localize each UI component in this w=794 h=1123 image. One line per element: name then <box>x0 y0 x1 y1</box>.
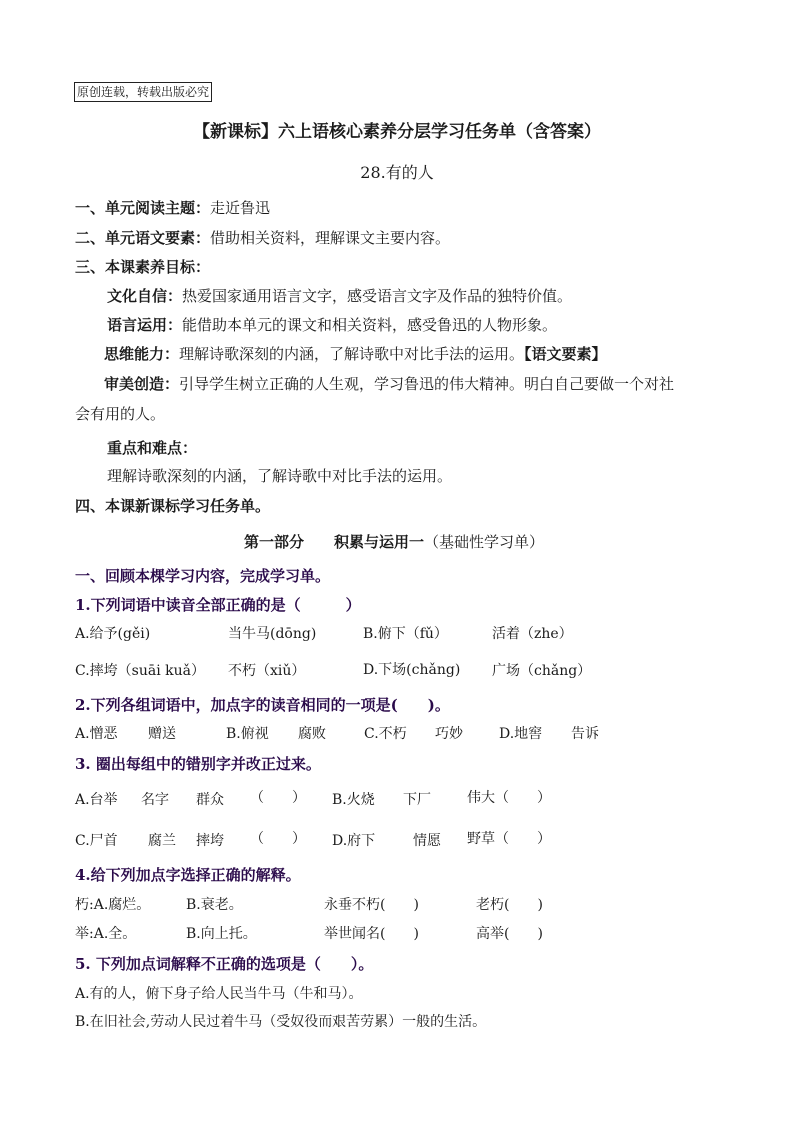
part-note: （基础性学习单） <box>424 533 545 551</box>
q2-option[interactable]: B.俯视 <box>226 726 269 742</box>
q1-option: 当牛马(dōng) <box>228 626 317 642</box>
q1-option: 不朽（xiǔ） <box>228 663 306 679</box>
key-points-text: 理解诗歌深刻的内涵，了解诗歌中对比手法的运用。 <box>107 467 453 485</box>
goal-culture-value: 热爱国家通用语言文字，感受语言文字及作品的独特价值。 <box>182 287 573 305</box>
part-name: 积累与运用一 <box>334 533 425 551</box>
q3-item: B.火烧 <box>332 792 375 808</box>
unit-elements-value: 借助相关资料，理解课文主要内容。 <box>210 229 451 247</box>
q5-option[interactable]: A.有的人，俯下身子给人民当牛马（牛和马）。 <box>75 986 363 1002</box>
q2-stem: 2.下列各组词语中，加点字的读音相同的一项是( )。 <box>75 696 450 714</box>
q3-item-with-blank[interactable]: 野草（ ） <box>467 831 551 847</box>
task-instruction: 一、回顾本棵学习内容，完成学习单。 <box>75 567 331 585</box>
q3-answer-blank[interactable]: （ ） <box>250 831 306 847</box>
q4-item-with-blank[interactable]: 老朽( ) <box>476 897 543 913</box>
goal-aesthetic <box>104 374 674 394</box>
q2-option: 腐败 <box>298 726 326 742</box>
q2-option: 赠送 <box>148 726 176 742</box>
q2-option: 告诉 <box>571 726 599 742</box>
q3-item: 情愿 <box>413 833 441 849</box>
goal-language-value: 能借助本单元的课文和相关资料，感受鲁迅的人物形象。 <box>182 316 558 334</box>
goal-culture <box>107 286 572 306</box>
goal-aesthetic-label: 审美创造： <box>104 375 180 393</box>
part-number: 第一部分 <box>244 533 305 551</box>
goal-language <box>107 315 557 335</box>
q5-option[interactable]: B.在旧社会,劳动人民过着牛马（受奴役而艰苦劳累）一般的生活。 <box>75 1014 487 1030</box>
q2-option[interactable]: D.地窖 <box>499 726 543 742</box>
unit-elements-label: 二、单元语文要素： <box>75 229 211 247</box>
q1-option[interactable]: D.下场(chǎng) <box>363 662 461 678</box>
q1-option: 广场（chǎng） <box>492 663 592 679</box>
q3-stem: 3. 圈出每组中的错别字并改正过来。 <box>75 755 321 773</box>
q1-option: 活着（zhe） <box>492 626 573 642</box>
q3-item: 腐兰 <box>148 833 176 849</box>
q4-item: 举:A.全。 <box>75 926 137 942</box>
q4-item: B.衰老。 <box>186 897 243 913</box>
goal-culture-label: 文化自信： <box>107 287 183 305</box>
q4-stem: 4.给下列加点字选择正确的解释。 <box>75 866 301 884</box>
q4-item-with-blank[interactable]: 高举( ) <box>476 926 543 942</box>
lesson-subtitle: 28.有的人 <box>360 163 434 182</box>
goal-aesthetic-continuation: 会有用的人。 <box>75 405 166 423</box>
goal-thinking-label: 思维能力： <box>104 345 180 363</box>
q3-item: C.尸首 <box>75 833 118 849</box>
copyright-banner: 原创连载，转载出版必究 <box>74 82 212 102</box>
lesson-goals-heading: 三、本课素养目标： <box>75 258 211 276</box>
q3-answer-blank[interactable]: （ ） <box>250 790 306 806</box>
q1-option[interactable]: A.给予(gěi) <box>75 626 151 642</box>
goal-language-label: 语言运用： <box>107 316 183 334</box>
part-heading <box>244 532 544 552</box>
task-list-heading: 四、本课新课标学习任务单。 <box>75 497 271 515</box>
q3-item: 摔垮 <box>196 833 224 849</box>
q3-item: 名字 <box>141 792 169 808</box>
unit-elements <box>75 228 450 248</box>
goal-thinking-tag: 【语文要素】 <box>524 345 607 363</box>
q4-item: 朽:A.腐烂。 <box>75 897 151 913</box>
q2-option: 巧妙 <box>435 726 463 742</box>
unit-theme-value: 走近鲁迅 <box>210 199 271 217</box>
unit-theme <box>75 198 270 218</box>
document-title: 【新课标】六上语核心素养分层学习任务单（含答案） <box>193 122 601 142</box>
q3-item: 下厂 <box>403 792 431 808</box>
q1-stem: 1.下列词语中读音全部正确的是（ ） <box>75 596 361 614</box>
key-points-heading: 重点和难点： <box>107 439 198 457</box>
q3-item-with-blank[interactable]: 伟大（ ） <box>467 790 551 806</box>
q1-option[interactable]: B.俯下（fǔ） <box>363 626 448 642</box>
q2-option[interactable]: A.憎恶 <box>75 726 118 742</box>
q2-option[interactable]: C.不朽 <box>364 726 407 742</box>
q4-item-with-blank[interactable]: 永垂不朽( ) <box>324 897 419 913</box>
q3-item: A.台举 <box>75 792 118 808</box>
q4-item-with-blank[interactable]: 举世闻名( ) <box>324 926 419 942</box>
q5-stem: 5. 下列加点词解释不正确的选项是（ ）。 <box>75 955 374 973</box>
q4-item: B.向上托。 <box>186 926 257 942</box>
q3-item: D.府下 <box>332 833 376 849</box>
goal-aesthetic-value: 引导学生树立正确的人生观，学习鲁迅的伟大精神。明白自己要做一个对社 <box>179 375 675 393</box>
q1-option[interactable]: C.摔垮（suāi kuǎ） <box>75 663 205 679</box>
goal-thinking-value: 理解诗歌深刻的内涵，了解诗歌中对比手法的运用。 <box>179 345 525 363</box>
goal-thinking <box>104 344 607 364</box>
unit-theme-label: 一、单元阅读主题： <box>75 199 211 217</box>
q3-item: 群众 <box>196 792 224 808</box>
